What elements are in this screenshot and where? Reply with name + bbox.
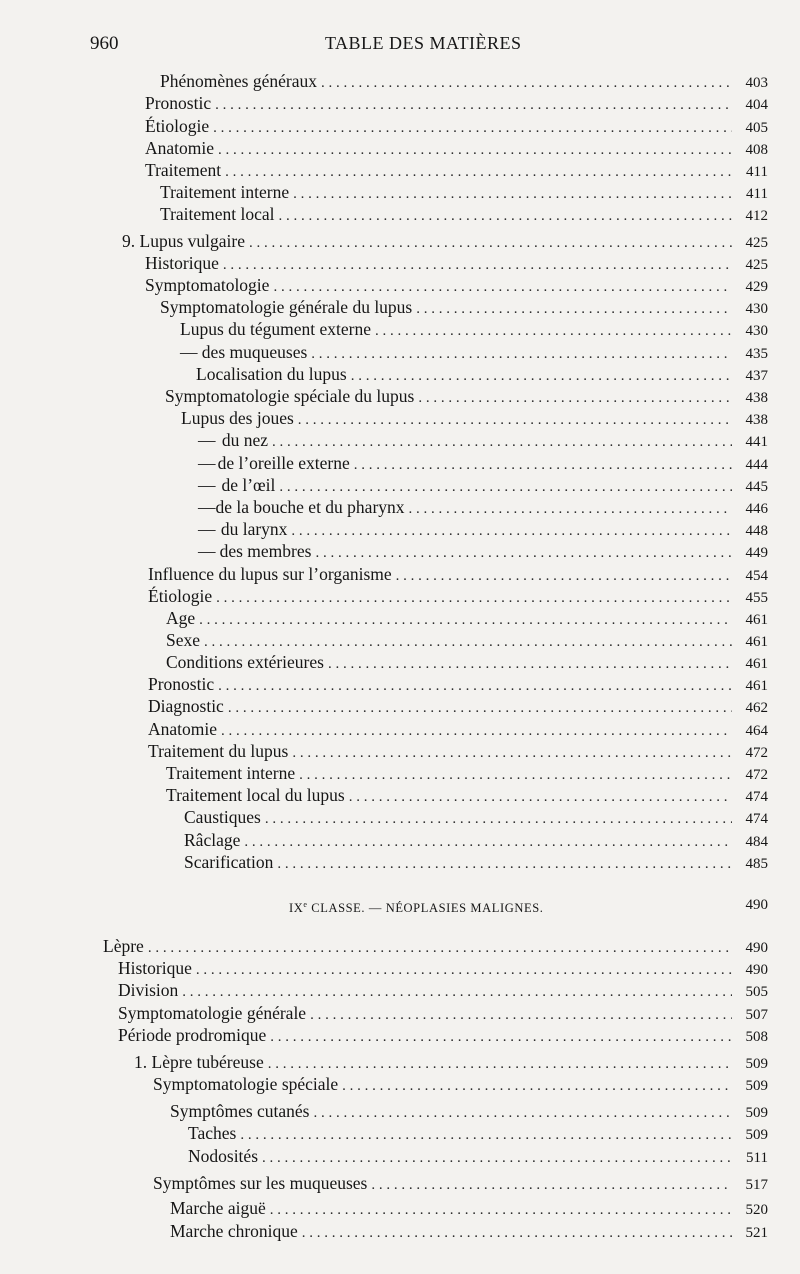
dot-leader bbox=[416, 298, 732, 320]
dot-leader bbox=[418, 387, 732, 409]
toc-entry-page: 404 bbox=[745, 97, 768, 113]
page-number: 960 bbox=[90, 33, 119, 54]
toc-entry-label: des membres bbox=[219, 541, 312, 561]
toc-entry-page: 435 bbox=[745, 346, 768, 362]
toc-entry-page: 438 bbox=[745, 390, 768, 406]
section-heading bbox=[289, 900, 544, 916]
toc-entry bbox=[181, 407, 768, 429]
dot-leader bbox=[299, 764, 732, 786]
toc-entry-label: Caustiques bbox=[184, 807, 261, 827]
dot-leader bbox=[328, 653, 732, 675]
toc-entry-page: 509 bbox=[745, 1127, 768, 1143]
dot-leader bbox=[349, 786, 732, 808]
toc-entry-page: 509 bbox=[745, 1105, 768, 1121]
toc-entry bbox=[148, 673, 768, 695]
toc-entry-page: 405 bbox=[745, 120, 768, 136]
toc-entry-label: Pronostic bbox=[148, 674, 215, 694]
toc-entry-page: 408 bbox=[745, 142, 768, 158]
dot-leader bbox=[371, 1174, 732, 1196]
toc-entry bbox=[160, 70, 768, 92]
toc-entry-label: Scarification bbox=[184, 852, 274, 872]
toc-entry-page: 507 bbox=[745, 1007, 768, 1023]
dot-leader bbox=[228, 697, 732, 719]
toc-entry-label: Symptômes cutanés bbox=[170, 1101, 310, 1121]
dot-leader bbox=[279, 205, 732, 227]
toc-entry-page: 520 bbox=[745, 1202, 768, 1218]
toc-entry-page: 455 bbox=[745, 590, 768, 606]
toc-entry-page: 412 bbox=[745, 208, 768, 224]
toc-entry bbox=[148, 563, 768, 585]
dot-leader bbox=[279, 476, 732, 498]
toc-entry-label: Phénomènes généraux bbox=[160, 71, 317, 91]
toc-entry-page: 448 bbox=[745, 523, 768, 539]
dot-leader bbox=[215, 94, 732, 116]
toc-entry-label: Symptômes sur les muqueuses bbox=[153, 1173, 368, 1193]
toc-entry-label: Marche aiguë bbox=[170, 1198, 266, 1218]
dot-leader bbox=[223, 254, 732, 276]
toc-entry-page: 430 bbox=[745, 323, 768, 339]
toc-entry-label: de la bouche et du pharynx bbox=[215, 497, 405, 517]
toc-entry-page: 437 bbox=[745, 368, 768, 384]
toc-entry bbox=[166, 651, 768, 673]
toc-entry-page: 445 bbox=[745, 479, 768, 495]
dot-leader bbox=[221, 720, 732, 742]
toc-entry-label: Râclage bbox=[184, 830, 241, 850]
toc-entry bbox=[166, 629, 768, 651]
toc-entry-page: 411 bbox=[746, 164, 768, 180]
dot-leader bbox=[342, 1075, 732, 1097]
toc-entry-page: 461 bbox=[745, 656, 768, 672]
toc-entry bbox=[170, 1100, 768, 1122]
toc-entry-page: 464 bbox=[745, 723, 768, 739]
dot-leader bbox=[310, 1004, 732, 1026]
toc-entry-label: Diagnostic bbox=[148, 696, 224, 716]
toc-entry-page: 461 bbox=[745, 612, 768, 628]
toc-entry-label: Période prodromique bbox=[118, 1025, 267, 1045]
toc-entry bbox=[188, 1145, 768, 1167]
toc-entry-label: de l’oreille externe bbox=[217, 453, 350, 473]
toc-entry-label: Symptomatologie générale bbox=[118, 1003, 307, 1023]
dot-leader bbox=[396, 565, 732, 587]
toc-entry-label: Anatomie bbox=[145, 138, 215, 158]
toc-entry-page: 425 bbox=[745, 257, 768, 273]
dot-leader bbox=[298, 409, 732, 431]
toc-entry bbox=[148, 718, 768, 740]
toc-entry-label: 9. Lupus vulgaire bbox=[122, 231, 245, 251]
dot-leader bbox=[244, 831, 732, 853]
dot-leader bbox=[321, 72, 732, 94]
toc-entry bbox=[145, 159, 768, 181]
toc-entry-label: Taches bbox=[188, 1123, 237, 1143]
toc-entry bbox=[184, 851, 768, 873]
toc-entry bbox=[145, 115, 768, 137]
toc-entry-label: Symptomatologie générale du lupus bbox=[160, 297, 413, 317]
toc-entry-page: 490 bbox=[745, 940, 768, 956]
toc-entry-page: 441 bbox=[745, 434, 768, 450]
toc-entry-page: 425 bbox=[745, 235, 768, 251]
dot-leader bbox=[302, 1222, 732, 1244]
dot-leader bbox=[315, 542, 732, 564]
dot-leader bbox=[262, 1147, 732, 1169]
toc-entry bbox=[160, 296, 768, 318]
toc-entry-page: 509 bbox=[745, 1056, 768, 1072]
toc-entry-page: 462 bbox=[745, 700, 768, 716]
ditto-dash: — bbox=[198, 430, 216, 450]
dot-leader bbox=[354, 454, 732, 476]
toc-entry bbox=[160, 181, 768, 203]
toc-entry-page: 474 bbox=[745, 811, 768, 827]
toc-entry-page: 484 bbox=[745, 834, 768, 850]
toc-entry-label: Symptomatologie bbox=[145, 275, 270, 295]
toc-entry-label: Lupus du tégument externe bbox=[180, 319, 371, 339]
dot-leader bbox=[265, 808, 732, 830]
toc-entry-page: 521 bbox=[745, 1225, 768, 1241]
toc-entry bbox=[180, 318, 768, 340]
toc-entry-label: Sexe bbox=[166, 630, 201, 650]
dot-leader bbox=[148, 937, 732, 959]
dot-leader bbox=[240, 1124, 732, 1146]
toc-entry-page: 461 bbox=[745, 634, 768, 650]
toc-entry-page: 454 bbox=[745, 568, 768, 584]
toc-entry-label: Symptomatologie spéciale bbox=[153, 1074, 339, 1094]
toc-entry-label: Influence du lupus sur l’organisme bbox=[148, 564, 392, 584]
dot-leader bbox=[409, 498, 732, 520]
toc-entry-label: du nez bbox=[221, 430, 268, 450]
toc-entry-page: 517 bbox=[745, 1177, 768, 1193]
dot-leader bbox=[277, 853, 732, 875]
toc-entry-page: 511 bbox=[746, 1150, 768, 1166]
toc-entry bbox=[166, 784, 768, 806]
dot-leader bbox=[270, 1199, 732, 1221]
toc-entry bbox=[118, 979, 768, 1001]
dot-leader bbox=[196, 959, 732, 981]
toc-entry bbox=[188, 1122, 768, 1144]
toc-entry bbox=[196, 363, 768, 385]
section-page: 490 bbox=[745, 897, 768, 913]
toc-entry bbox=[198, 452, 768, 474]
toc-entry-page: 403 bbox=[745, 75, 768, 91]
dot-leader bbox=[292, 742, 732, 764]
dot-leader bbox=[270, 1026, 732, 1048]
toc-entry bbox=[145, 274, 768, 296]
toc-entry bbox=[198, 429, 768, 451]
toc-entry-label: Nodosités bbox=[188, 1146, 258, 1166]
toc-entry bbox=[103, 935, 768, 957]
toc-entry-label: Étiologie bbox=[148, 586, 213, 606]
dot-leader bbox=[249, 232, 732, 254]
toc-entry-page: 472 bbox=[745, 745, 768, 761]
dot-leader bbox=[213, 117, 732, 139]
toc-entry-label: Traitement du lupus bbox=[148, 741, 289, 761]
toc-entry bbox=[153, 1073, 768, 1095]
toc-entry-page: 449 bbox=[745, 545, 768, 561]
toc-entry-label: du larynx bbox=[220, 519, 288, 539]
toc-entry-page: 411 bbox=[746, 186, 768, 202]
toc-entry-label: Historique bbox=[118, 958, 192, 978]
dot-leader bbox=[293, 183, 732, 205]
ditto-dash: — bbox=[180, 342, 198, 362]
running-head: TABLE DES MATIÈRES bbox=[325, 33, 522, 53]
dot-leader bbox=[204, 631, 732, 653]
toc-entry bbox=[166, 762, 768, 784]
toc-entry-page: 508 bbox=[745, 1029, 768, 1045]
dot-leader bbox=[268, 1053, 732, 1075]
toc-entry-label: Traitement interne bbox=[160, 182, 290, 202]
dot-leader bbox=[314, 1102, 733, 1124]
toc-entry-page: 444 bbox=[745, 457, 768, 473]
toc-entry-label: Marche chronique bbox=[170, 1221, 298, 1241]
toc-entry bbox=[148, 695, 768, 717]
toc-entry bbox=[166, 607, 768, 629]
toc-entry-page: 430 bbox=[745, 301, 768, 317]
dot-leader bbox=[199, 609, 732, 631]
class-number: IX bbox=[289, 901, 304, 916]
dot-leader bbox=[182, 981, 732, 1003]
toc-entry-page: 472 bbox=[745, 767, 768, 783]
toc-entry-label: Traitement local bbox=[160, 204, 275, 224]
ditto-dash: — bbox=[198, 541, 216, 561]
toc-entry-label: Traitement bbox=[145, 160, 222, 180]
ditto-dash: — bbox=[198, 519, 216, 539]
toc-entry-label: Traitement interne bbox=[166, 763, 296, 783]
toc-entry bbox=[122, 230, 768, 252]
toc-entry bbox=[198, 518, 768, 540]
dot-leader bbox=[273, 276, 732, 298]
toc-entry bbox=[170, 1197, 768, 1219]
dot-leader bbox=[218, 139, 732, 161]
dot-leader bbox=[218, 675, 732, 697]
toc-entry bbox=[145, 137, 768, 159]
toc-entry bbox=[170, 1220, 768, 1242]
toc-entry bbox=[118, 957, 768, 979]
section-title: CLASSE. — NÉOPLASIES MALIGNES. bbox=[311, 901, 544, 916]
dot-leader bbox=[375, 320, 732, 342]
toc-entry-page: 429 bbox=[745, 279, 768, 295]
toc-entry-label: Localisation du lupus bbox=[196, 364, 347, 384]
toc-entry bbox=[198, 496, 768, 518]
class-suffix: e bbox=[303, 900, 308, 909]
dot-leader bbox=[311, 343, 732, 365]
toc-entry bbox=[198, 474, 768, 496]
toc-entry bbox=[180, 341, 768, 363]
dot-leader bbox=[291, 520, 732, 542]
dot-leader bbox=[216, 587, 732, 609]
ditto-dash: — bbox=[198, 497, 216, 517]
ditto-dash: — bbox=[198, 453, 216, 473]
toc-entry-label: Pronostic bbox=[145, 93, 212, 113]
toc-entry bbox=[145, 252, 768, 274]
toc-entry-label: Historique bbox=[145, 253, 219, 273]
toc-entry-page: 438 bbox=[745, 412, 768, 428]
toc-entry-page: 490 bbox=[745, 962, 768, 978]
toc-entry bbox=[118, 1002, 768, 1024]
toc-entry bbox=[184, 806, 768, 828]
toc-entry-page: 485 bbox=[745, 856, 768, 872]
toc-entry-page: 509 bbox=[745, 1078, 768, 1094]
toc-entry-label: 1. Lèpre tubéreuse bbox=[134, 1052, 264, 1072]
toc-entry bbox=[184, 829, 768, 851]
toc-entry bbox=[148, 740, 768, 762]
toc-entry bbox=[153, 1172, 768, 1194]
toc-entry-label: Conditions extérieures bbox=[166, 652, 324, 672]
toc-entry bbox=[134, 1051, 768, 1073]
toc-entry-label: Étiologie bbox=[145, 116, 210, 136]
toc-entry bbox=[118, 1024, 768, 1046]
toc-entry-label: Symptomatologie spéciale du lupus bbox=[165, 386, 415, 406]
toc-entry bbox=[148, 585, 768, 607]
dot-leader bbox=[351, 365, 732, 387]
toc-entry-label: de l’œil bbox=[221, 475, 276, 495]
toc-entry bbox=[165, 385, 768, 407]
toc-entry-page: 505 bbox=[745, 984, 768, 1000]
toc-entry bbox=[145, 92, 768, 114]
toc-entry-label: Age bbox=[166, 608, 196, 628]
toc-entry-label: Lupus des joues bbox=[181, 408, 294, 428]
ditto-dash: — bbox=[198, 475, 216, 495]
dot-leader bbox=[225, 161, 732, 183]
toc-entry-label: Division bbox=[118, 980, 179, 1000]
toc-entry bbox=[198, 540, 768, 562]
toc-entry-page: 474 bbox=[745, 789, 768, 805]
toc-entry-page: 446 bbox=[745, 501, 768, 517]
toc-entry-label: Lèpre bbox=[103, 936, 144, 956]
toc-entry-page: 461 bbox=[745, 678, 768, 694]
toc-entry bbox=[160, 203, 768, 225]
toc-entry-label: des muqueuses bbox=[201, 342, 308, 362]
toc-entry-label: Anatomie bbox=[148, 719, 218, 739]
dot-leader bbox=[272, 431, 732, 453]
toc-entry-label: Traitement local du lupus bbox=[166, 785, 345, 805]
